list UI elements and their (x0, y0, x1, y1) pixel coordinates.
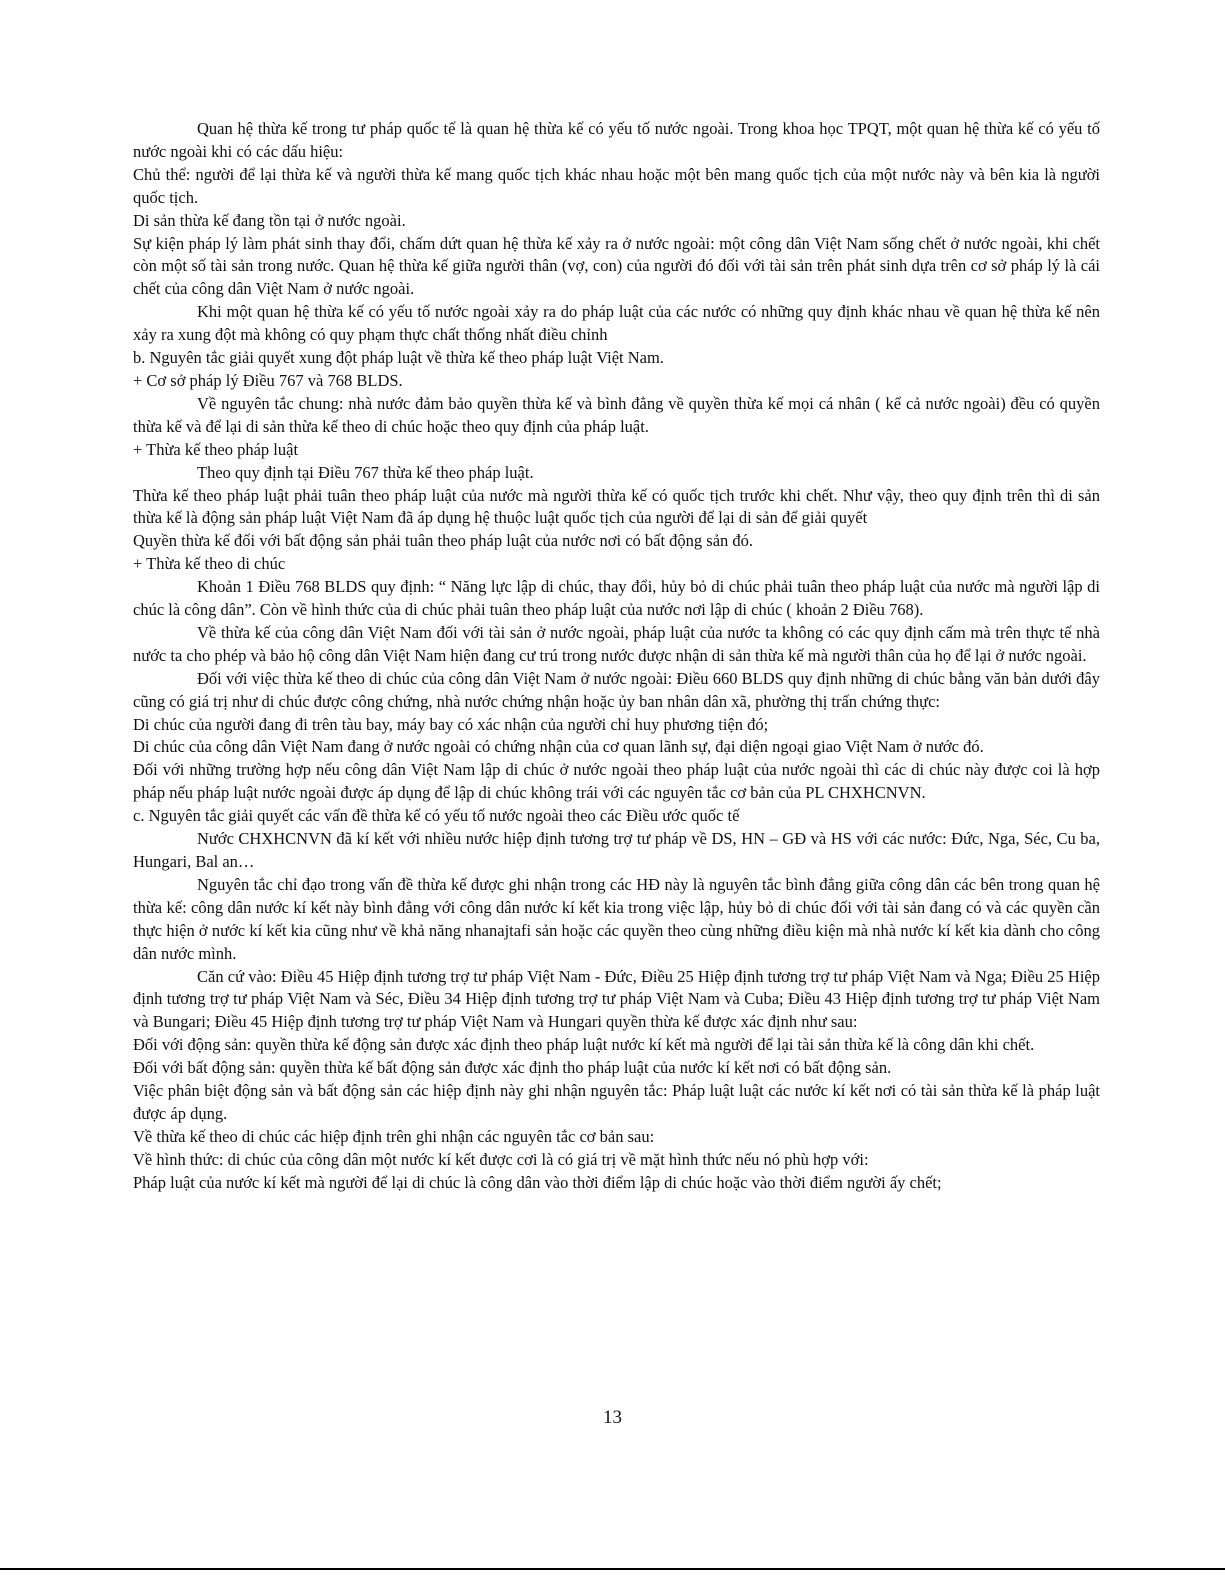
paragraph: Sự kiện pháp lý làm phát sinh thay đổi, chấm dứt quan hệ thừa kế xảy ra ở nước ngoài: một công dân Việt Nam sống chết ở nước ngoài, khi chết còn một số tài sản trong nước. Quan hệ thừa kế giữa người thân (vợ, con) của người đó đối với tài sản trên phát sinh dựa trên cơ sở pháp lý là cái chết của công dân Việt Nam ở nước ngoài. (133, 233, 1100, 299)
paragraph: Di sản thừa kế đang tồn tại ở nước ngoài. (133, 210, 406, 230)
paragraph: Căn cứ vào: Điều 45 Hiệp định tương trợ tư pháp Việt Nam - Đức, Điều 25 Hiệp định tương trợ tư pháp Việt Nam và Nga; Điều 25 Hiệp định tương trợ tư pháp Việt Nam và Séc, Điều 34 Hiệp định tương trợ tư pháp Việt Nam và Cuba; Điều 43 Hiệp định tương trợ tư pháp Việt Nam và Bungari; Điều 45 Hiệp định tương trợ tư pháp Việt Nam và Hungari quyền thừa kế được xác định như sau: (133, 966, 1100, 1032)
page-number: 13 (603, 1407, 622, 1428)
paragraph: Quan hệ thừa kế trong tư pháp quốc tế là quan hệ thừa kế có yếu tố nước ngoài. Trong khoa học TPQT, một quan hệ thừa kế có yếu tố nước ngoài khi có các dấu hiệu: (133, 119, 1100, 161)
paragraph: Quyền thừa kế đối với bất động sản phải tuân theo pháp luật của nước nơi có bất động sản đó. (133, 531, 754, 551)
paragraph: Di chúc của công dân Việt Nam đang ở nước ngoài có chứng nhận của cơ quan lãnh sự, đại diện ngoại giao Việt Nam ở nước đó. (133, 737, 984, 757)
paragraph: Về hình thức: di chúc của công dân một nước kí kết được cơi là có giá trị về mặt hình thức nếu nó phù hợp với: (133, 1149, 869, 1169)
paragraph: b. Nguyên tắc giải quyết xung đột pháp luật về thừa kế theo pháp luật Việt Nam. (133, 348, 664, 368)
paragraph: Đối với việc thừa kế theo di chúc của công dân Việt Nam ở nước ngoài: Điều 660 BLDS quy định những di chúc bằng văn bản dưới đây cũng có giá trị như di chúc được công chứng, nhà nước chứng nhận hoặc ủy ban nhân dân xã, phường thị trấn chứng thực: (133, 668, 1100, 711)
paragraph: Nguyên tắc chỉ đạo trong vấn đề thừa kế được ghi nhận trong các HĐ này là nguyên tắc bình đẳng giữa công dân các bên trong quan hệ thừa kế: công dân nước kí kết này bình đẳng với công dân nước kí kết kia trong việc lập, hủy bỏ di chúc đối với tài sản đang có và các quyền cần thực hiện ở nước kí kết kia cũng như về khả năng nhanajtafi sản hoặc các quyền theo cùng những điều kiện mà nhà nước kí kết kia dành cho công dân nước mình. (133, 874, 1100, 963)
paragraph: Đối với bất động sản: quyền thừa kế bất động sản được xác định tho pháp luật của nước kí kết nơi có bất động sản. (133, 1058, 892, 1078)
paragraph: Về thừa kế của công dân Việt Nam đối với tài sản ở nước ngoài, pháp luật của nước ta không có các quy định cấm mà trên thực tế nhà nước ta cho phép và bảo hộ công dân Việt Nam hiện đang cư trú trong nước được nhận di sản thừa kế mà người thân của họ để lại ở nước ngoài. (133, 622, 1100, 665)
document-body (133, 118, 1100, 1195)
paragraph: Pháp luật của nước kí kết mà người để lại di chúc là công dân vào thời điểm lập di chúc hoặc vào thời điểm người ấy chết; (133, 1172, 942, 1192)
bottom-border (0, 1568, 1225, 1570)
paragraph: Thừa kế theo pháp luật phải tuân theo pháp luật của nước mà người thừa kế có quốc tịch trước khi chết. Như vậy, theo quy định trên thì di sản thừa kế là động sản pháp luật Việt Nam đã áp dụng hệ thuộc luật quốc tịch của người để lại di sản để giải quyết (133, 485, 1100, 528)
paragraph: Về nguyên tắc chung: nhà nước đảm bảo quyền thừa kế và bình đẳng về quyền thừa kế mọi cá nhân ( kể cả nước ngoài) đều có quyền thừa kế và để lại di sản thừa kế theo di chúc hoặc theo quy định của pháp luật. (133, 393, 1100, 436)
paragraph: Chủ thể: người để lại thừa kế và người thừa kế mang quốc tịch khác nhau hoặc một bên mang quốc tịch của một nước này và bên kia là người quốc tịch. (133, 164, 1100, 207)
paragraph: + Thừa kế theo di chúc (133, 554, 286, 574)
paragraph: Di chúc của người đang đi trên tàu bay, máy bay có xác nhận của người chỉ huy phương tiện đó; (133, 714, 769, 734)
paragraph: Việc phân biệt động sản và bất động sản các hiệp định này ghi nhận nguyên tắc: Pháp luật luật các nước kí kết nơi có tài sản thừa kế là pháp luật được áp dụng. (133, 1081, 1100, 1123)
paragraph: Đối với động sản: quyền thừa kế động sản được xác định theo pháp luật nước kí kết mà người để lại tài sản thừa kế là công dân khi chết. (133, 1035, 1035, 1055)
paragraph: Về thừa kế theo di chúc các hiệp định trên ghi nhận các nguyên tắc cơ bản sau: (133, 1126, 655, 1146)
paragraph: Khi một quan hệ thừa kế có yếu tố nước ngoài xảy ra do pháp luật của các nước có những quy định khác nhau về quan hệ thừa kế nên xảy ra xung đột mà không có quy phạm thực chất thống nhất điều chỉnh (133, 302, 1100, 345)
paragraph: + Cơ sở pháp lý Điều 767 và 768 BLDS. (133, 370, 403, 390)
paragraph: Khoản 1 Điều 768 BLDS quy định: “ Năng lực lập di chúc, thay đổi, hủy bỏ di chúc phải tuân theo pháp luật của nước mà người lập di chúc là công dân”. Còn về hình thức của di chúc phải tuân theo pháp luật của nước nơi lập di chúc ( khoản 2 Điều 768). (133, 577, 1100, 620)
paragraph: Nước CHXHCNVN đã kí kết với nhiều nước hiệp định tương trợ tư pháp về DS, HN – GĐ và HS với các nước: Đức, Nga, Séc, Cu ba, Hungari, Bal an… (133, 829, 1100, 871)
paragraph: + Thừa kế theo pháp luật (133, 439, 299, 459)
paragraph: Đối với những trường hợp nếu công dân Việt Nam lập di chúc ở nước ngoài theo pháp luật của nước ngoài thì các di chúc này được coi là hợp pháp nếu pháp luật nước ngoài được áp dụng để lập di chúc không trái với các nguyên tắc cơ bản của PL CHXHCNVN. (133, 760, 1100, 803)
paragraph: c. Nguyên tắc giải quyết các vấn đề thừa kế có yếu tố nước ngoài theo các Điều ước quốc tế (133, 806, 740, 826)
paragraph: Theo quy định tại Điều 767 thừa kế theo pháp luật. (197, 462, 534, 482)
